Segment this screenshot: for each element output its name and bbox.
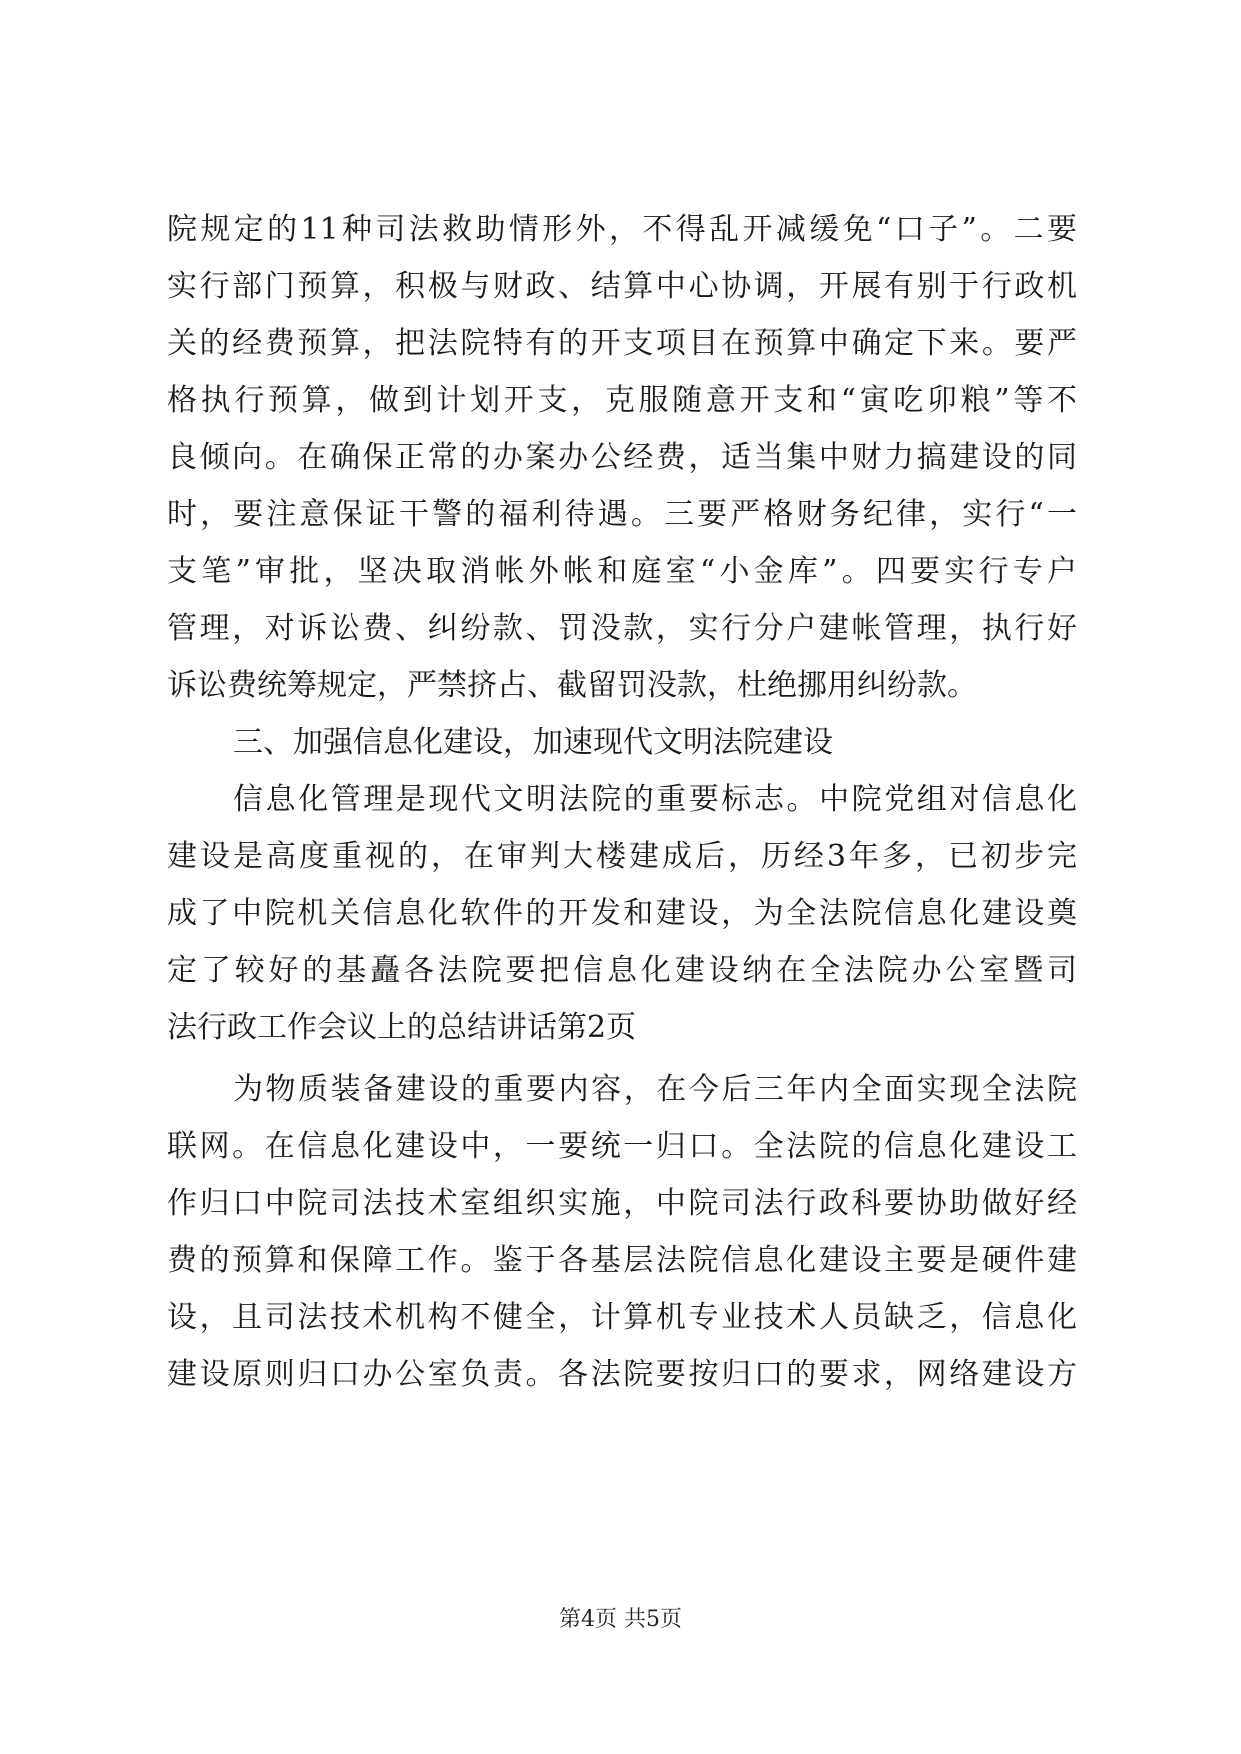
paragraph-line: 成了中院机关信息化软件的开发和建设，为全法院信息化建设奠 <box>167 896 1077 931</box>
paragraph-line: 法行政工作会议上的总结讲话第2页 <box>167 1010 637 1045</box>
page-number-footer: 第4页 共5页 <box>559 1607 682 1632</box>
paragraph-line: 时，要注意保证干警的福利待遇。三要严格财务纪律，实行“一 <box>167 497 1077 532</box>
paragraph-line: 建设是高度重视的，在审判大楼建成后，历经3年多，已初步完 <box>167 839 1077 874</box>
paragraph-line: 院规定的11种司法救助情形外，不得乱开减缓免“口子”。二要 <box>167 212 1077 247</box>
paragraph-line: 联网。在信息化建设中，一要统一归口。全法院的信息化建设工 <box>167 1129 1077 1164</box>
paragraph-line: 设，且司法技术机构不健全，计算机专业技术人员缺乏，信息化 <box>167 1300 1077 1335</box>
paragraph-line: 定了较好的基矗各法院要把信息化建设纳在全法院办公室暨司 <box>167 953 1077 988</box>
paragraph-line: 格执行预算，做到计划开支，克服随意开支和“寅吃卯粮”等不 <box>167 383 1077 418</box>
section-heading: 三、加强信息化建设，加速现代文明法院建设 <box>233 725 833 760</box>
paragraph-line: 信息化管理是现代文明法院的重要标志。中院党组对信息化 <box>233 782 1077 817</box>
paragraph-line: 为物质装备建设的重要内容，在今后三年内全面实现全法院 <box>233 1072 1077 1107</box>
paragraph-line: 管理，对诉讼费、纠纷款、罚没款，实行分户建帐管理，执行好 <box>167 611 1077 646</box>
paragraph-line: 作归口中院司法技术室组织实施，中院司法行政科要协助做好经 <box>167 1186 1077 1221</box>
paragraph-line: 建设原则归口办公室负责。各法院要按归口的要求，网络建设方 <box>167 1357 1077 1392</box>
paragraph-line: 关的经费预算，把法院特有的开支项目在预算中确定下来。要严 <box>167 326 1077 361</box>
paragraph-line: 费的预算和保障工作。鉴于各基层法院信息化建设主要是硬件建 <box>167 1243 1077 1278</box>
paragraph-line: 诉讼费统筹规定，严禁挤占、截留罚没款，杜绝挪用纠纷款。 <box>167 668 977 703</box>
paragraph-line: 支笔”审批，坚决取消帐外帐和庭室“小金库”。四要实行专户 <box>167 554 1077 589</box>
paragraph-line: 良倾向。在确保正常的办案办公经费，适当集中财力搞建设的同 <box>167 440 1077 475</box>
paragraph-line: 实行部门预算，积极与财政、结算中心协调，开展有别于行政机 <box>167 269 1077 304</box>
